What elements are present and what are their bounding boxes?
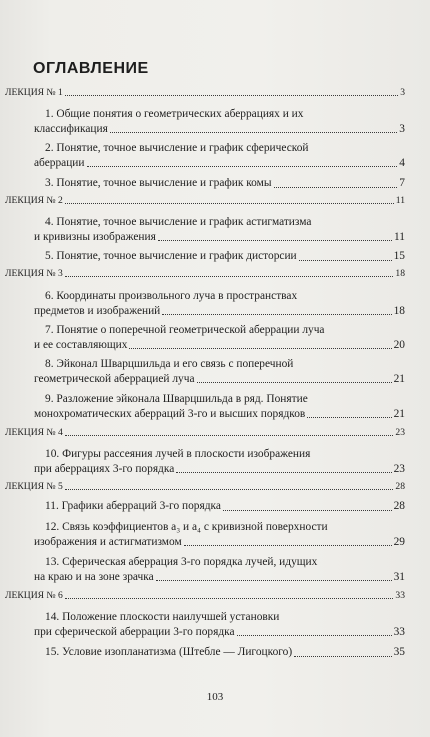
toc-entry-text: 1. Общие понятия о геометрических аберрациях и их <box>45 108 304 120</box>
toc-entry-line <box>34 535 405 550</box>
toc-entry-line <box>45 357 405 372</box>
toc-entry-text: 4. Понятие, точное вычисление и график астигматизма <box>45 216 312 228</box>
toc-entry-line <box>5 481 405 493</box>
toc-entry-line <box>34 625 405 640</box>
toc-entry-line <box>45 323 405 338</box>
dot-leader <box>65 95 398 96</box>
toc-entry <box>34 289 405 318</box>
dot-leader <box>65 489 394 490</box>
toc-entry-text: на краю и на зоне зрачка <box>34 570 154 583</box>
toc-entry-line <box>34 407 405 422</box>
toc-entry-text: ЛЕКЦИЯ № 5 <box>5 481 63 492</box>
dot-leader <box>162 314 391 315</box>
toc-entry-line <box>34 570 405 585</box>
toc-entry-line <box>34 122 405 137</box>
toc-lecture-entry <box>5 195 405 207</box>
toc-page-number: 4 <box>399 156 405 169</box>
dot-leader <box>197 382 392 383</box>
toc-entry <box>45 176 405 191</box>
toc-entry-text: при аберрациях 3-го порядка <box>34 462 175 475</box>
toc-page-number: 31 <box>393 570 405 583</box>
toc-page-number: 18 <box>393 304 405 317</box>
toc-entry-line <box>5 268 405 280</box>
toc-entry <box>34 323 405 352</box>
toc-entry-text: геометрической аберрацией луча <box>34 372 195 385</box>
toc-entry <box>34 215 405 244</box>
toc-page-number: 33 <box>393 625 405 638</box>
toc-entry-text: предметов и изображений <box>34 304 161 317</box>
toc-page-number: 21 <box>393 372 405 385</box>
toc-entry-text: 6. Координаты произвольного луча в пространствах <box>45 290 298 302</box>
contents-heading: ОГЛАВЛЕНИЕ <box>33 60 149 77</box>
dot-leader <box>294 656 391 657</box>
toc-entry <box>34 357 405 386</box>
toc-lecture-entry <box>5 481 405 493</box>
dot-leader <box>299 260 392 261</box>
toc-entry-text: 12. Связь коэффициентов a₃ и a₄ с кривизной поверхности <box>45 521 328 533</box>
toc-entry-text: при сферической аберрации 3-го порядка <box>34 625 235 638</box>
toc-entry-line <box>45 610 405 625</box>
dot-leader <box>65 598 394 599</box>
toc-entry-text: 3. Понятие, точное вычисление и график комы <box>45 177 272 189</box>
toc-entry <box>34 392 405 421</box>
dot-leader <box>176 472 391 473</box>
toc-entry-line <box>45 289 405 304</box>
toc-entry-text: 7. Понятие о поперечной геометрической аберрации луча <box>45 324 325 336</box>
toc-entry <box>34 141 405 170</box>
toc-entry-text: ЛЕКЦИЯ № 4 <box>5 427 63 438</box>
toc-entry-line <box>34 462 405 477</box>
toc-page-number: 23 <box>395 427 405 438</box>
toc-page-number: 18 <box>395 268 405 279</box>
toc-entry-line <box>5 195 405 207</box>
dot-leader <box>307 417 391 418</box>
toc-entry-line <box>5 590 405 602</box>
dot-leader <box>274 187 398 188</box>
toc-entry-text: монохроматических аберраций 3-го и высших порядков <box>34 407 306 420</box>
toc-entry-text: и кривизны изображения <box>34 230 156 243</box>
dot-leader <box>65 203 394 204</box>
toc-entry <box>34 107 405 136</box>
toc-page-number: 15 <box>393 250 405 262</box>
dot-leader <box>110 132 397 133</box>
dot-leader <box>158 240 392 241</box>
dot-leader <box>156 580 392 581</box>
toc-entry-line <box>34 156 405 171</box>
dot-leader <box>237 635 392 636</box>
toc-entry-text: 11. Графики аберраций 3-го порядка <box>45 500 221 512</box>
dot-leader <box>184 545 392 546</box>
toc-entry-line <box>34 338 405 353</box>
toc-page-number: 29 <box>393 535 405 548</box>
toc-entry-text: ЛЕКЦИЯ № 2 <box>5 195 63 206</box>
toc-page-number: 3 <box>399 122 405 135</box>
dot-leader <box>87 166 398 167</box>
toc-page-number: 11 <box>394 230 405 243</box>
toc-entry-text: 10. Фигуры рассеяния лучей в плоскости изображения <box>45 448 311 460</box>
toc-entry <box>34 520 405 549</box>
toc-page-number: 21 <box>393 407 405 420</box>
toc-entry-text: изображения и астигматизмом <box>34 535 182 548</box>
page-number: 103 <box>206 691 224 703</box>
toc-entry <box>45 645 405 660</box>
toc-page-number: 11 <box>395 195 405 206</box>
toc-entry-text: ЛЕКЦИЯ № 1 <box>5 87 63 98</box>
dot-leader <box>65 276 394 277</box>
toc-entry-line <box>45 176 405 191</box>
toc-entry-text: аберрации <box>34 156 85 169</box>
toc-entry-line <box>34 372 405 387</box>
toc-lecture-entry <box>5 268 405 280</box>
toc-entry-line <box>45 499 405 514</box>
toc-entry-line <box>45 107 405 122</box>
toc-lecture-entry <box>5 87 405 99</box>
toc-entry-text: и ее составляющих <box>34 338 128 351</box>
dot-leader <box>223 510 392 511</box>
toc-page-number: 7 <box>399 177 405 189</box>
toc-page-number: 3 <box>400 87 405 98</box>
toc-entry <box>34 610 405 639</box>
toc-entry-line <box>45 645 405 660</box>
toc-page-number: 20 <box>393 338 405 351</box>
toc-entry-text: 8. Эйконал Шварцшильда и его связь с поперечной <box>45 358 294 370</box>
toc-page-number: 28 <box>393 500 405 512</box>
toc-entry-line <box>45 447 405 462</box>
toc-entry-text: 14. Положение плоскости наилучшей установки <box>45 611 280 623</box>
toc-entry <box>34 555 405 584</box>
toc-entry-line <box>45 555 405 570</box>
toc-entry-text: 9. Разложение эйконала Шварцшильда в ряд. Понятие <box>45 393 308 405</box>
dot-leader <box>129 348 391 349</box>
toc-entry-text: ЛЕКЦИЯ № 6 <box>5 590 63 601</box>
toc-entry-text: 13. Сферическая аберрация 3-го порядка лучей, идущих <box>45 556 318 568</box>
toc-page-number: 28 <box>395 481 405 492</box>
toc-entry-line <box>45 141 405 156</box>
toc-entry-line <box>5 87 405 99</box>
toc-entry-text: ЛЕКЦИЯ № 3 <box>5 268 63 279</box>
toc-page-number: 35 <box>393 646 405 658</box>
toc-entry-line <box>5 427 405 439</box>
toc-entry-line <box>45 520 405 535</box>
toc-entry <box>34 447 405 476</box>
toc-entry-text: классификация <box>34 122 108 135</box>
toc-entry-line <box>34 304 405 319</box>
toc-page-number: 33 <box>395 590 405 601</box>
toc-entry-text: 5. Понятие, точное вычисление и график дисторсии <box>45 250 297 262</box>
toc-entry-line <box>45 215 405 230</box>
toc-lecture-entry <box>5 590 405 602</box>
toc-entry-text: 15. Условие изопланатизма (Штебле — Лигоцкого) <box>45 646 293 658</box>
toc-entry-line <box>34 230 405 245</box>
toc-entry-line <box>45 392 405 407</box>
toc-lecture-entry <box>5 427 405 439</box>
toc-entry <box>45 249 405 264</box>
dot-leader <box>65 435 394 436</box>
toc-page-number: 23 <box>393 462 405 475</box>
toc-entry <box>45 499 405 514</box>
toc-entry-text: 2. Понятие, точное вычисление и график сферической <box>45 142 309 154</box>
toc-entry-line <box>45 249 405 264</box>
